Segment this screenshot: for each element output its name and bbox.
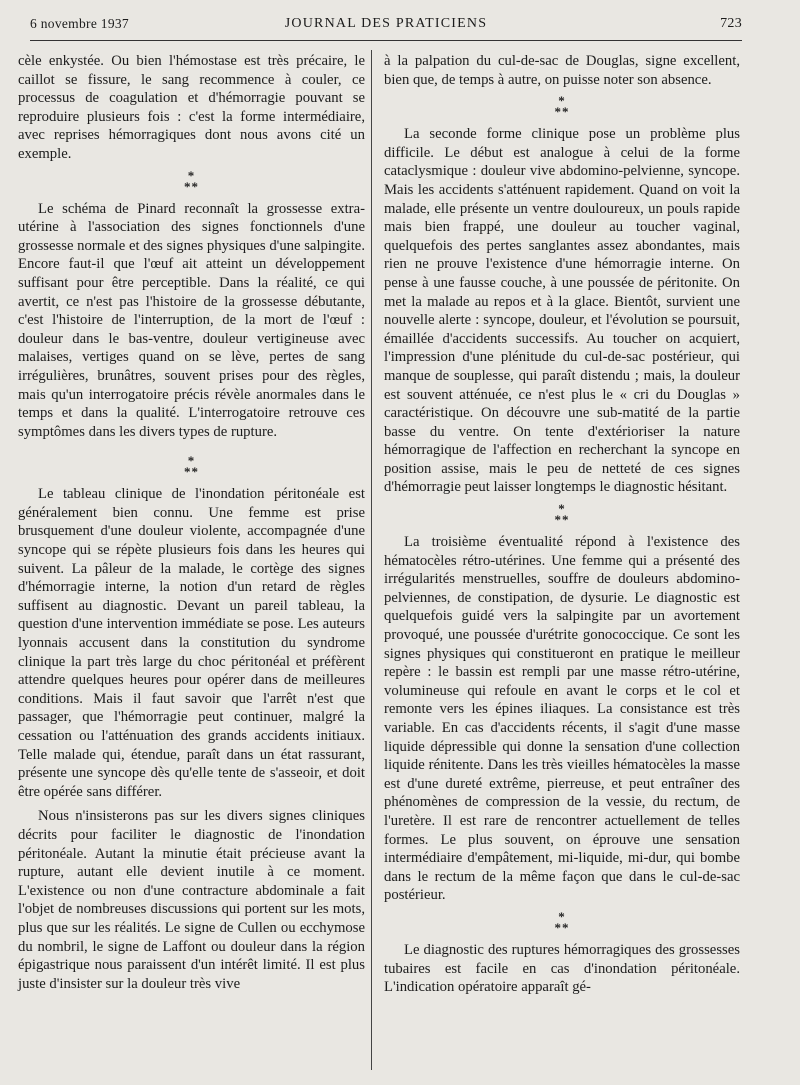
section-separator: * ** bbox=[554, 93, 570, 120]
running-header bbox=[30, 12, 742, 41]
paragraph: La seconde forme clinique pose un problème plus difficile. Le début est analogue à celui de la forme cataclysmique : douleur vive abdomino-pelvienne, syncope. Mais les accidents s'atténuent rapidement. Quand on voit la malade, elle présente un ventre douloureux, un pouls rapide mais bien frappé, une douleur au toucher vaginal, quelquefois des pertes sanglantes assez abondantes, mais rien ne prouve l'existence d'une hémorragie interne. On pense à une fausse couche, à une poussée de péritonite. On met la malade au repos et à la glace. Bientôt, survient une nouvelle alerte : syncope, douleur, et l'évolution se poursuit, émaillée d'accidents successifs. Au toucher on acquiert, l'impression d'une plénitude du cul-de-sac postérieur, qui manque de souplesse, qui paraît distendu ; mais, la douleur est souvent atténuée, ce n'est plus le « cri du Douglas » caractéristique. On découvre une sub-matité de la partie basse du ventre. On tente d'extérioriser la nature hémorragique de l'affection en recherchant la syncope en position assise, mais le peu de netteté de ces signes d'hémorragie peut laisser longtemps le diagnostic hésitant. bbox=[384, 126, 740, 496]
paragraph: Le schéma de Pinard reconnaît la grossesse extra-utérine à l'association des signes fonctionnels d'une grossesse normale et des signes physiques d'une salpingite. Encore faut-il que l'œuf ait atteint un développement suffisant pour être perceptible. Dans la réalité, ce qui avertit, ce n'est pas l'histoire de la grossesse débutante, c'est l'histoire de l'interruption, de la mort de l'œuf : douleur dans le bas-ventre, douleur vertigineuse avec malaises, vertiges quand on se lève, pertes de sang irrégulières, brunâtres, souvent prises pour des règles, mais qu'un interrogatoire précis révèle anormales dans le temps et dans la qualité. L'interrogatoire retrouve ces symptômes dans les divers types de rupture. bbox=[18, 200, 365, 440]
paragraph: Le tableau clinique de l'inondation péritonéale est généralement bien connu. Une femme est prise brusquement d'une douleur violente, accompagnée d'une syncope qui se répète plusieurs fois dans les heures qui suivent. La pâleur de la malade, le cortège des signes d'hémorragie interne, la notion d'un retard de règles suffisent au diagnostic. Devant un pareil tableau, la question d'une intervention immédiate se pose. Les auteurs lyonnais accusent dans la constitution du syndrome clinique la part très large du choc péritonéal et préfèrent attendre quelques heures pour opérer dans de meilleures conditions. Mais il faut savoir que l'arrêt n'est que passager, que l'hémorragie peut continuer, malgré la cessation ou l'atténuation des grands accidents initiaux. Telle malade qui, étendue, paraît dans un état rassurant, présente une syncope dès qu'elle tente de s'asseoir, et doit être opérée sans différer. bbox=[18, 486, 365, 800]
column-rule bbox=[371, 50, 372, 1070]
section-separator: * ** bbox=[184, 453, 199, 480]
section-separator: * ** bbox=[184, 167, 199, 194]
issue-date: 6 novembre 1937 bbox=[30, 16, 129, 31]
journal-title: JOURNAL DES PRATICIENS bbox=[284, 16, 488, 31]
paragraph: La troisième éventualité répond à l'existence des hématocèles rétro-utérines. Une femme qui a présenté des irrégularités menstruelles, souffre de douleurs abdomino-pelviennes, de constipation, de dysurie. Le diagnostic est quelquefois guidé vers la salpingite par un avortement provoqué, une poussée d'urétrite gonococcique. Ce sont les signes physiques qui constitueront en pratique le meilleur repère : le bassin est rempli par une masse rétro-utérine, volumineuse qui refoule en avant le corps et le col et remonte vers les épines iliaques. La consistance est très variable. En cas d'accidents récents, il s'agit d'une masse liquide dépressible qui donne la sensation d'une collection liquide rénitente. Dans les très vieilles hématocèles la masse est d'une dureté extrême, pierreuse, et peut entraîner des phénomènes de compression de la vessie, du rectum, de l'uretère. Il est rare de rencontrer actuellement de telles formes. Le plus souvent, on éprouve une sensation intermédiaire d'empâtement, mi-liquide, mi-dur, qui bombe dans le rectum de la même façon que dans le cul-de-sac postérieur. bbox=[384, 534, 740, 904]
section-separator: * ** bbox=[554, 908, 570, 935]
section-separator: * ** bbox=[554, 501, 570, 528]
right-column bbox=[384, 52, 740, 997]
paragraph: Nous n'insisterons pas sur les divers signes cliniques décrits pour faciliter le diagnostic de l'inondation péritonéale. Autant la minutie était précieuse avant la rupture, autant elle devient inutile à ce moment. L'existence ou non d'une contracture abdominale a fait l'objet de nombreuses discussions qui portent sur les mots, plus que sur les réalités. Le signe de Cullen ou ecchymose du nombril, le signe de Laffont ou douleur dans la région épigastrique nous paraissent d'un intérêt limité. Il est plus juste d'insister sur la douleur très vive bbox=[18, 808, 365, 992]
left-column bbox=[18, 52, 365, 993]
page-number: 723 bbox=[720, 16, 742, 31]
paragraph: cèle enkystée. Ou bien l'hémostase est très précaire, le caillot se fissure, le sang recommence à couler, ce processus de coagulation et d'hémorragie pouvant se reproduire plusieurs fois : c'est la forme intermédiaire, avec reprises hémorragiques dont nous avons cité un exemple. bbox=[18, 53, 365, 162]
paragraph: à la palpation du cul-de-sac de Douglas, signe excellent, bien que, de temps à autre, on puisse noter son absence. bbox=[384, 53, 740, 88]
paragraph: Le diagnostic des ruptures hémorragiques des grossesses tubaires est facile en cas d'inondation péritonéale. L'indication opératoire apparaît gé- bbox=[384, 941, 740, 996]
